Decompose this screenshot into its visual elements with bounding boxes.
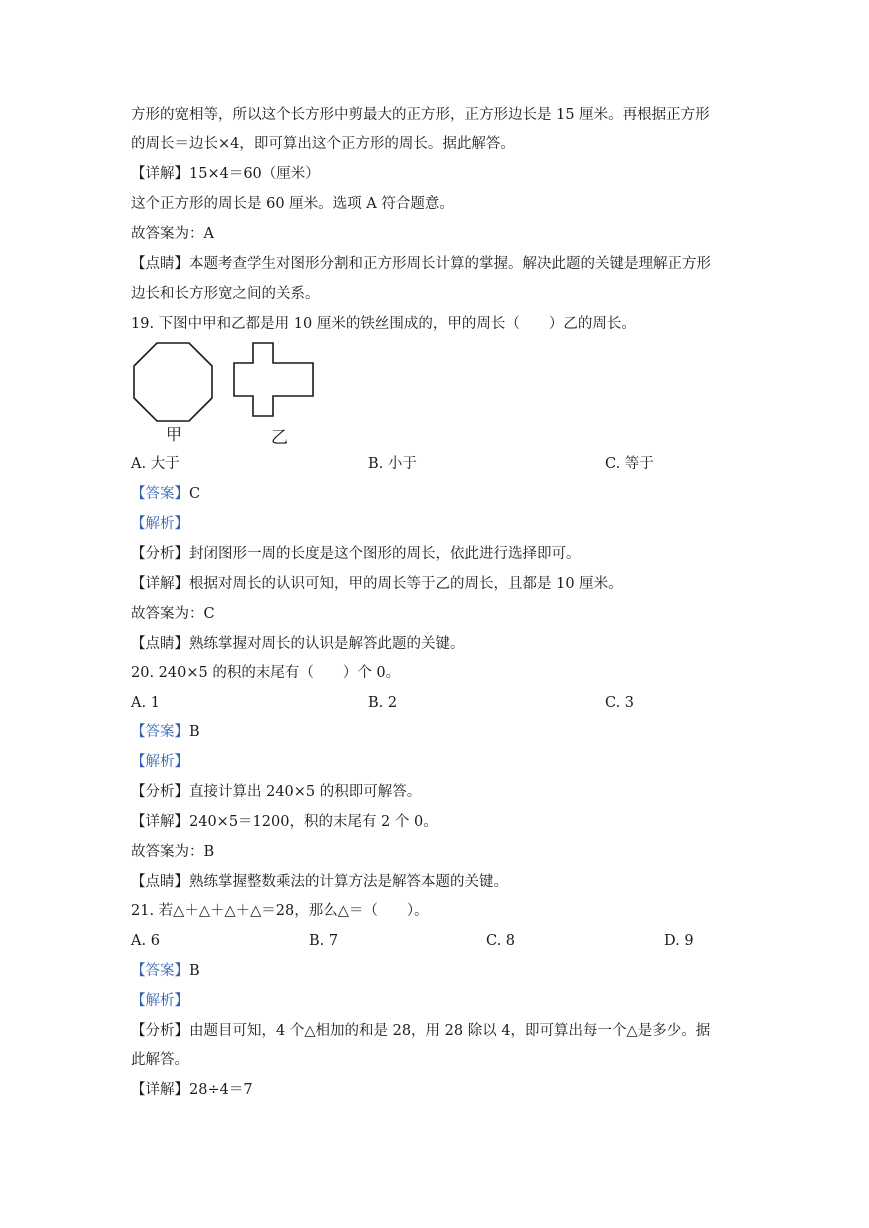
answer-tag: 【答案】: [131, 963, 189, 979]
q21-option-c: C. 8: [486, 933, 516, 949]
q20-option-b: B. 2: [368, 695, 398, 711]
q18-text-line2: 的周长＝边长×4，即可算出这个正方形的周长。据此解答。: [131, 136, 515, 152]
q21-option-b: B. 7: [309, 933, 339, 949]
q18-detail: 【详解】15×4＝60（厘米）: [131, 166, 320, 182]
q19-comment: 【点睛】熟练掌握对周长的认识是解答此题的关键。: [131, 636, 465, 652]
answer-value: B: [189, 963, 200, 979]
answer-tag: 【答案】: [131, 486, 189, 502]
q19-option-c: C. 等于: [605, 456, 654, 472]
q18-result: 这个正方形的周长是 60 厘米。选项 A 符合题意。: [131, 196, 454, 212]
q21-analysis-line1: 【分析】由题目可知，4 个△相加的和是 28，用 28 除以 4，即可算出每一个△是多少。据: [131, 1023, 711, 1039]
q19-answer: [131, 484, 200, 504]
q19-final-answer: 故答案为：C: [131, 606, 215, 622]
q20-analysis: 【分析】直接计算出 240×5 的积即可解答。: [131, 784, 422, 800]
q21-jiexi-tag: 【解析】: [131, 993, 189, 1009]
q21-option-d: D. 9: [664, 933, 694, 949]
q18-final-answer: 故答案为：A: [131, 226, 214, 242]
q18-text-line1: 方形的宽相等，所以这个长方形中剪最大的正方形，正方形边长是 15 厘米。再根据正方形: [131, 107, 710, 123]
q21-analysis-line2: 此解答。: [131, 1052, 189, 1068]
q18-comment-line2: 边长和长方形宽之间的关系。: [131, 286, 320, 302]
q19-analysis: 【分析】封闭图形一周的长度是这个图形的周长，依此进行选择即可。: [131, 546, 581, 562]
q20-final-answer: 故答案为：B: [131, 844, 215, 860]
q20-detail: 【详解】240×5＝1200，积的末尾有 2 个 0。: [131, 814, 438, 830]
q19-figure: [128, 338, 328, 448]
q19-option-a: A. 大于: [131, 456, 180, 472]
q19-jiexi-tag: 【解析】: [131, 516, 189, 532]
q18-comment-line1: 【点睛】本题考查学生对图形分割和正方形周长计算的掌握。解决此题的关键是理解正方形: [131, 256, 711, 272]
answer-value: C: [189, 486, 201, 502]
q20-jiexi-tag: 【解析】: [131, 754, 189, 770]
q20-comment: 【点睛】熟练掌握整数乘法的计算方法是解答本题的关键。: [131, 874, 508, 890]
figure-label-jia: 甲: [166, 425, 183, 444]
q20-answer: [131, 722, 200, 742]
q21-question: 21. 若△＋△＋△＋△＝28，那么△＝（ ）。: [131, 903, 429, 919]
cross-shape: [234, 343, 313, 416]
q20-option-a: A. 1: [131, 695, 160, 711]
octagon-shape: [134, 343, 212, 421]
q21-option-a: A. 6: [131, 933, 160, 949]
answer-value: B: [189, 724, 200, 740]
q20-option-c: C. 3: [605, 695, 635, 711]
q21-answer: [131, 961, 200, 981]
q20-question: 20. 240×5 的积的末尾有（ ）个 0。: [131, 665, 401, 681]
q21-detail: 【详解】28÷4＝7: [131, 1082, 253, 1098]
q19-option-b: B. 小于: [368, 456, 417, 472]
figure-label-yi: 乙: [271, 428, 288, 448]
answer-tag: 【答案】: [131, 724, 189, 740]
q19-detail: 【详解】根据对周长的认识可知，甲的周长等于乙的周长，且都是 10 厘米。: [131, 576, 623, 592]
q19-question: 19. 下图中甲和乙都是用 10 厘米的铁丝围成的，甲的周长（ ）乙的周长。: [131, 316, 636, 332]
